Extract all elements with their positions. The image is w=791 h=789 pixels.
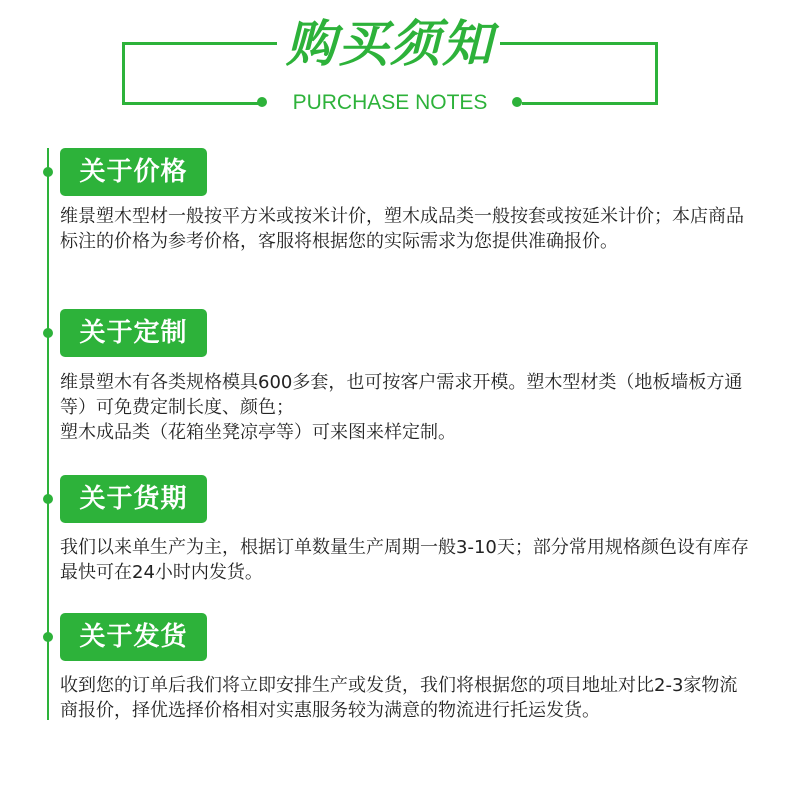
section-paragraph: 我们以来单生产为主，根据订单数量生产周期一般3-10天；部分常用规格颜色设有库存最快可在24小时内发货。 — [60, 537, 749, 583]
timeline-dot — [43, 632, 53, 642]
section-paragraph: 收到您的订单后我们将立即安排生产或发货，我们将根据您的项目地址对比2-3家物流商报价，择优选择价格相对实惠服务较为满意的物流进行托运发货。 — [60, 675, 738, 721]
header-dot-right — [512, 97, 522, 107]
header-frame-right — [655, 42, 658, 104]
section-heading-shipping: 关于发货 — [60, 613, 207, 661]
section-paragraph: 维景塑木有各类规格模具600多套，也可按客户需求开模。塑木型材类（地板墙板方通等）可免费定制长度、颜色； — [60, 372, 743, 418]
section-paragraph: 塑木成品类（花箱坐凳凉亭等）可来图来样定制。 — [60, 422, 456, 443]
header-frame-bottom-left — [122, 102, 262, 105]
section-heading-custom: 关于定制 — [60, 309, 207, 357]
header-dot-left — [257, 97, 267, 107]
section-body-price — [60, 204, 750, 254]
section-heading-price: 关于价格 — [60, 148, 207, 196]
header-frame-left — [122, 42, 125, 104]
section-body-shipping — [60, 673, 750, 723]
section-paragraph: 维景塑木型材一般按平方米或按米计价，塑木成品类一般按套或按延米计价；本店商品标注的价格为参考价格，客服将根据您的实际需求为您提供准确报价。 — [60, 206, 744, 252]
section-heading-delivery-time: 关于货期 — [60, 475, 207, 523]
page-title: 购买须知 — [286, 14, 494, 73]
page-subtitle: PURCHASE NOTES — [292, 91, 488, 114]
header-frame-bottom-right — [522, 102, 658, 105]
timeline-dot — [43, 328, 53, 338]
timeline-dot — [43, 494, 53, 504]
header-frame-top-left — [122, 42, 277, 45]
timeline-dot — [43, 167, 53, 177]
header-frame-top-right — [500, 42, 658, 45]
section-body-custom — [60, 370, 750, 445]
section-body-delivery-time — [60, 535, 750, 585]
